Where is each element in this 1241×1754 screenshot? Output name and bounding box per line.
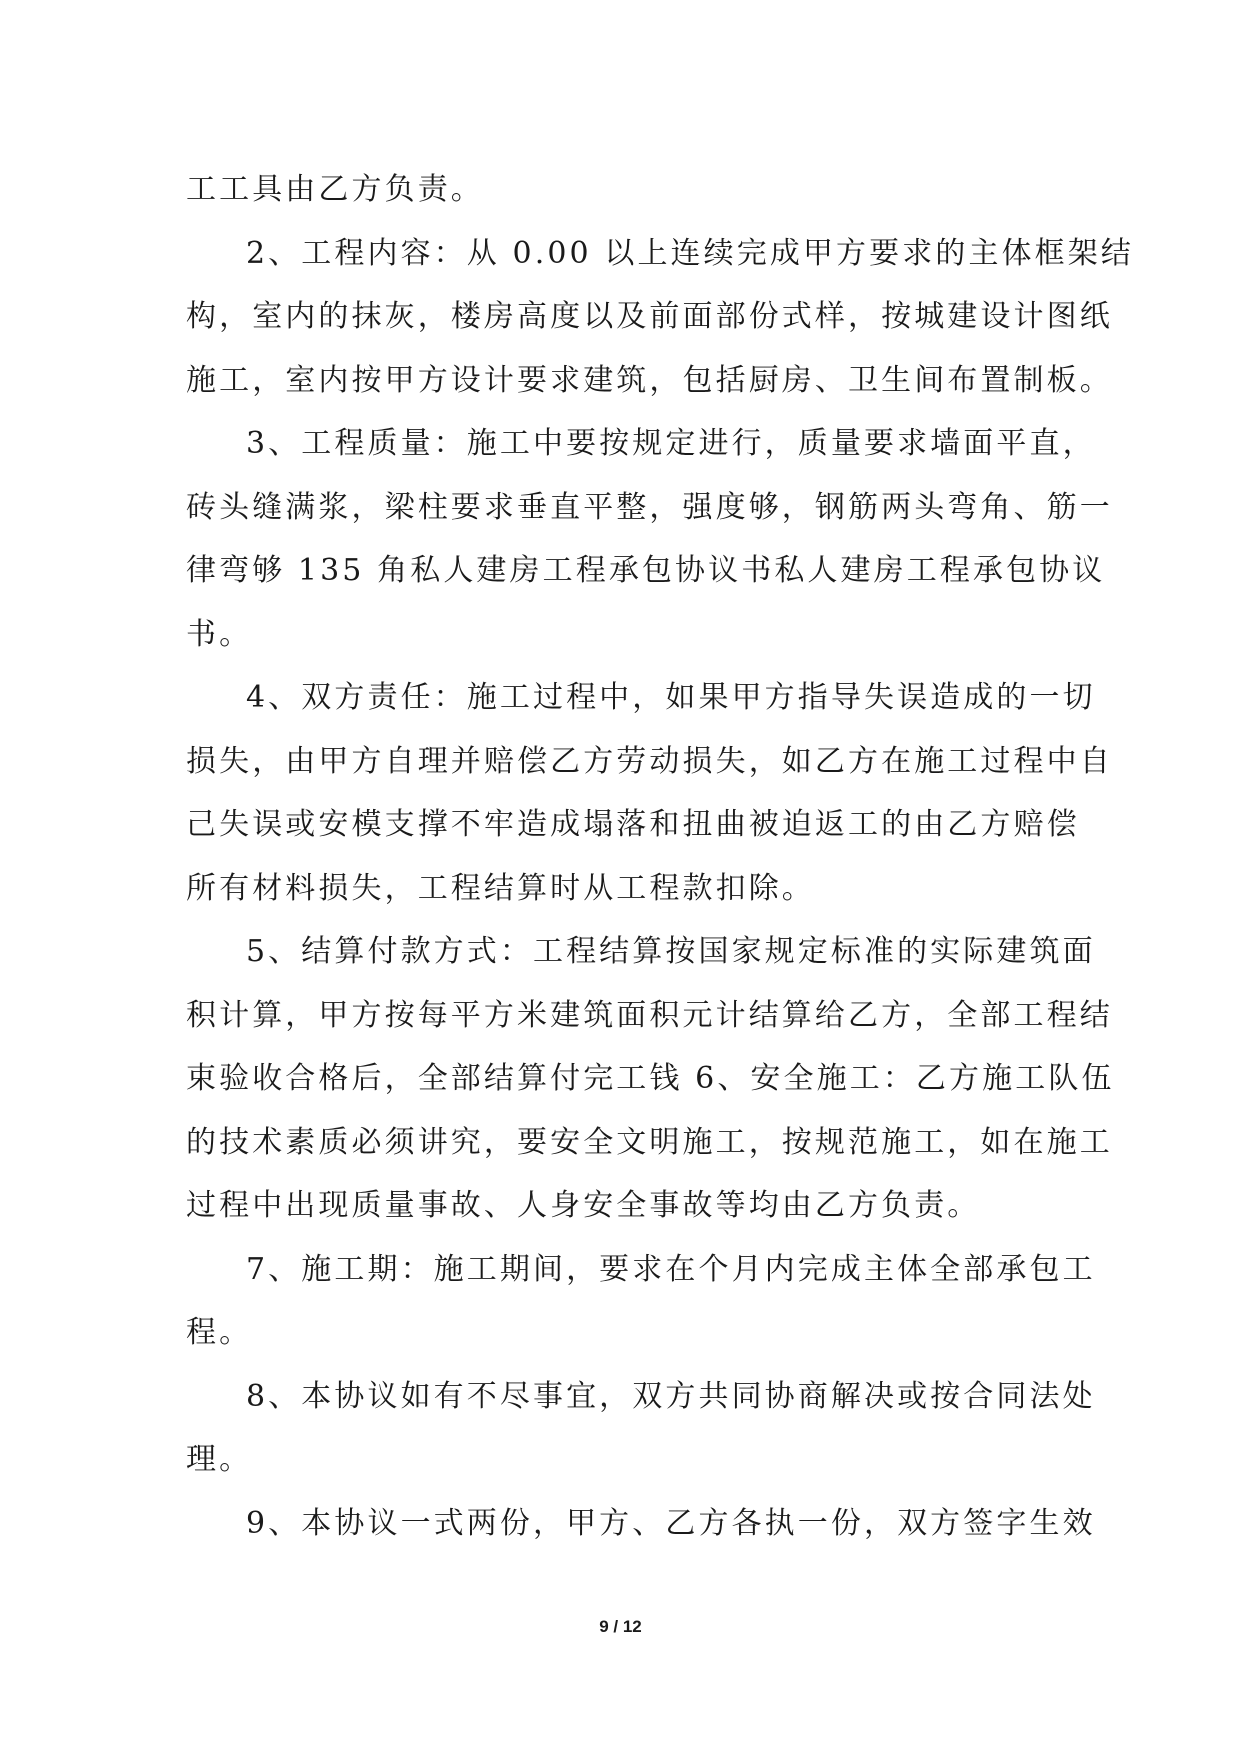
text-line: 程。 (186, 1315, 253, 1350)
text-line: 己失误或安模支撑不牢造成塌落和扭曲被迫返工的由乙方赔偿 (186, 807, 1080, 842)
text-line: 损失，由甲方自理并赔偿乙方劳动损失，如乙方在施工过程中自 (186, 743, 1113, 779)
text-line: 3、工程质量：施工中要按规定进行，质量要求墙面平直， (246, 426, 1096, 461)
text-line: 施工，室内按甲方设计要求建筑，包括厨房、卫生间布置制板。 (186, 362, 1113, 398)
text-line: 所有材料损失，工程结算时从工程款扣除。 (186, 870, 815, 906)
text-line: 理。 (186, 1442, 253, 1477)
text-line: 律弯够 135 角私人建房工程承包协议书私人建房工程承包协议 (186, 553, 1106, 588)
text-line: 书。 (186, 616, 253, 652)
text-line: 工工具由乙方负责。 (186, 172, 484, 207)
text-line: 砖头缝满浆，梁柱要求垂直平整，强度够，钢筋两头弯角、筋一 (186, 489, 1113, 525)
text-line: 2、工程内容：从 0.00 以上连续完成甲方要求的主体框架结 (246, 235, 1134, 271)
text-line: 过程中出现质量事故、人身安全事故等均由乙方负责。 (186, 1188, 981, 1223)
text-line: 9、本协议一式两份，甲方、乙方各执一份，双方签字生效 (246, 1505, 1096, 1541)
text-line: 4、双方责任：施工过程中，如果甲方指导失误造成的一切 (246, 680, 1096, 715)
text-line: 7、施工期：施工期间，要求在个月内完成主体全部承包工 (246, 1251, 1096, 1287)
document-body (186, 158, 1134, 1555)
page-number: 9 / 12 (599, 1617, 642, 1636)
text-line: 积计算，甲方按每平方米建筑面积元计结算给乙方，全部工程结 (186, 997, 1113, 1033)
text-line: 束验收合格后，全部结算付完工钱 6、安全施工：乙方施工队伍 (186, 1061, 1115, 1096)
text-line: 5、结算付款方式：工程结算按国家规定标准的实际建筑面 (246, 934, 1096, 969)
text-line: 8、本协议如有不尽事宜，双方共同协商解决或按合同法处 (246, 1378, 1096, 1414)
text-line: 构，室内的抹灰，楼房高度以及前面部份式样，按城建设计图纸 (186, 299, 1113, 334)
text-line: 的技术素质必须讲究，要安全文明施工，按规范施工，如在施工 (186, 1124, 1113, 1160)
